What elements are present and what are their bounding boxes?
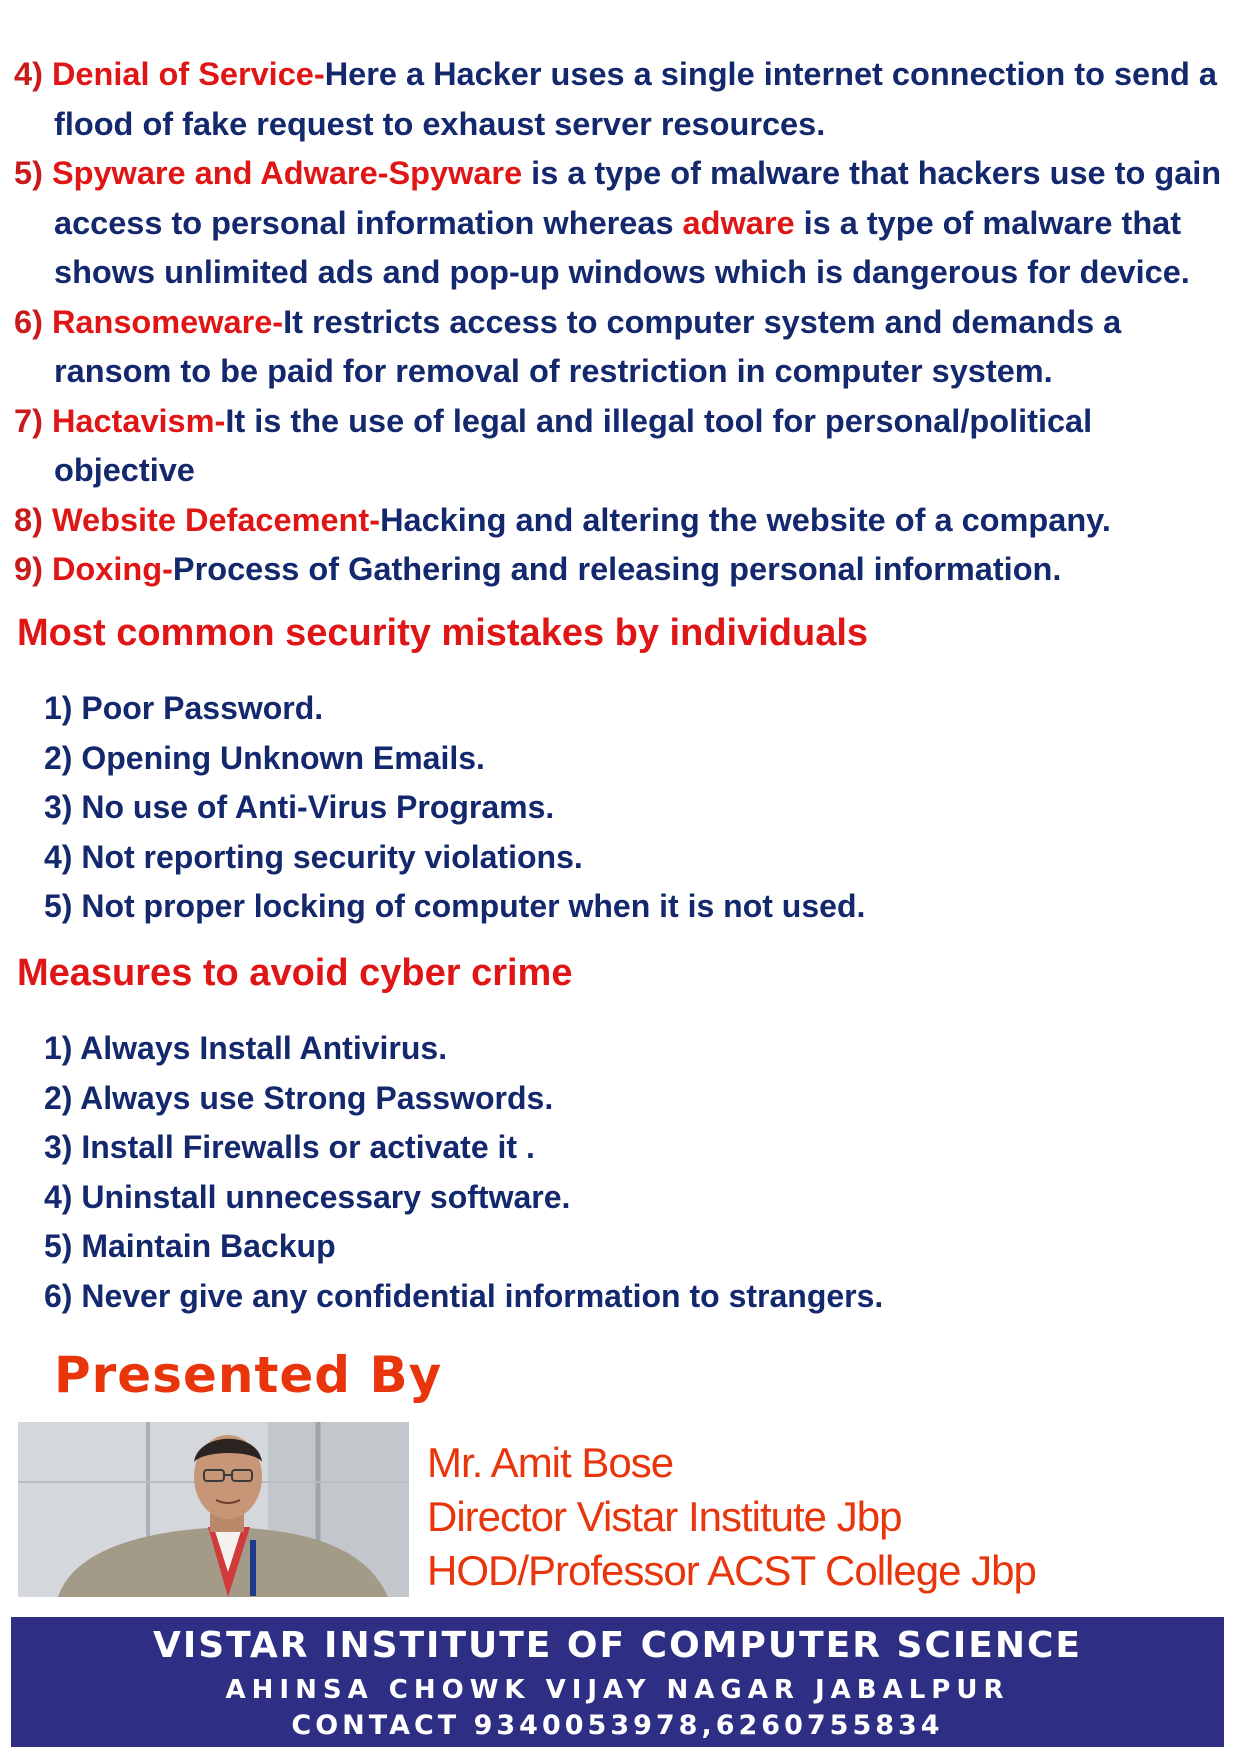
institute-address: AHINSA CHOWK VIJAY NAGAR JABALPUR (225, 1675, 1010, 1705)
threat-term: Denial of Service- (51, 56, 325, 92)
threat-item-dos (14, 50, 1229, 149)
list-item: 5) Not proper locking of computer when it is not used. (44, 888, 866, 924)
mistakes-heading: Most common security mistakes by individuals (17, 612, 869, 654)
list-item: 2) Always use Strong Passwords. (44, 1079, 554, 1116)
institute-contact: CONTACT 9340053978,6260755834 (291, 1710, 944, 1741)
threat-number: 6) (14, 303, 43, 340)
presenter-photo-graphic (18, 1422, 409, 1597)
list-item: 4) Uninstall unnecessary software. (44, 1178, 571, 1215)
threat-number: 5) (14, 155, 43, 191)
threat-term: Spyware and Adware-Spyware (51, 155, 523, 191)
threat-number: 8) (14, 501, 43, 538)
threat-term: Ransomeware- (51, 303, 284, 340)
institute-banner (11, 1617, 1224, 1747)
presenter-info (427, 1436, 1036, 1598)
list-item: 3) Install Firewalls or activate it . (44, 1129, 535, 1165)
threat-term-adware: adware (682, 204, 795, 241)
presenter-photo (18, 1422, 409, 1597)
threat-item-defacement (14, 496, 1229, 546)
threat-item-hactavism (14, 397, 1229, 496)
institute-name: VISTAR INSTITUTE OF COMPUTER SCIENCE (152, 1625, 1082, 1666)
presented-by-label: Presented By (54, 1346, 443, 1404)
list-item: 4) Not reporting security violations. (44, 838, 583, 875)
list-item: 1) Poor Password. (44, 690, 324, 726)
threat-number: 7) (14, 402, 43, 439)
threat-number: 4) (14, 56, 43, 92)
measures-heading: Measures to avoid cyber crime (17, 952, 573, 994)
threat-item-spyware (14, 149, 1229, 298)
threat-definitions (14, 50, 1229, 595)
presenter-name: Mr. Amit Bose (427, 1439, 674, 1486)
threat-item-doxing (14, 545, 1229, 595)
threat-description: It is the use of legal and illegal tool for personal/political objective (54, 402, 1093, 488)
threat-description: Process of Gathering and releasing personal information. (172, 551, 1062, 587)
threat-term: Hactavism- (51, 402, 226, 439)
list-item: 6) Never give any confidential information to strangers. (44, 1277, 884, 1314)
threat-item-ransomware (14, 298, 1229, 397)
threat-description: Here a Hacker uses a single internet connection to send a flood of fake request to exhaust server resources. (54, 56, 1217, 142)
mistakes-list (44, 684, 865, 932)
threat-description-adware: is a type of malware that shows unlimited ads and pop-up windows which is dangerous for device. (54, 204, 1190, 290)
threat-description: is a type of malware that hackers use to gain access to personal information whereas (54, 155, 1222, 241)
measures-list (44, 1024, 883, 1321)
presenter-role: Director Vistar Institute Jbp (427, 1493, 902, 1540)
threat-term: Doxing- (51, 551, 173, 587)
threat-term: Website Defacement- (51, 501, 381, 538)
list-item: 2) Opening Unknown Emails. (44, 739, 485, 776)
presenter-role: HOD/Professor ACST College Jbp (427, 1547, 1036, 1594)
threat-number: 9) (14, 551, 43, 587)
threat-description: Hacking and altering the website of a company. (380, 501, 1111, 538)
list-item: 1) Always Install Antivirus. (44, 1030, 448, 1066)
list-item: 5) Maintain Backup (44, 1228, 336, 1264)
list-item: 3) No use of Anti-Virus Programs. (44, 789, 555, 825)
threat-description: It restricts access to computer system and demands a ransom to be paid for removal of restriction in computer system. (54, 303, 1122, 389)
